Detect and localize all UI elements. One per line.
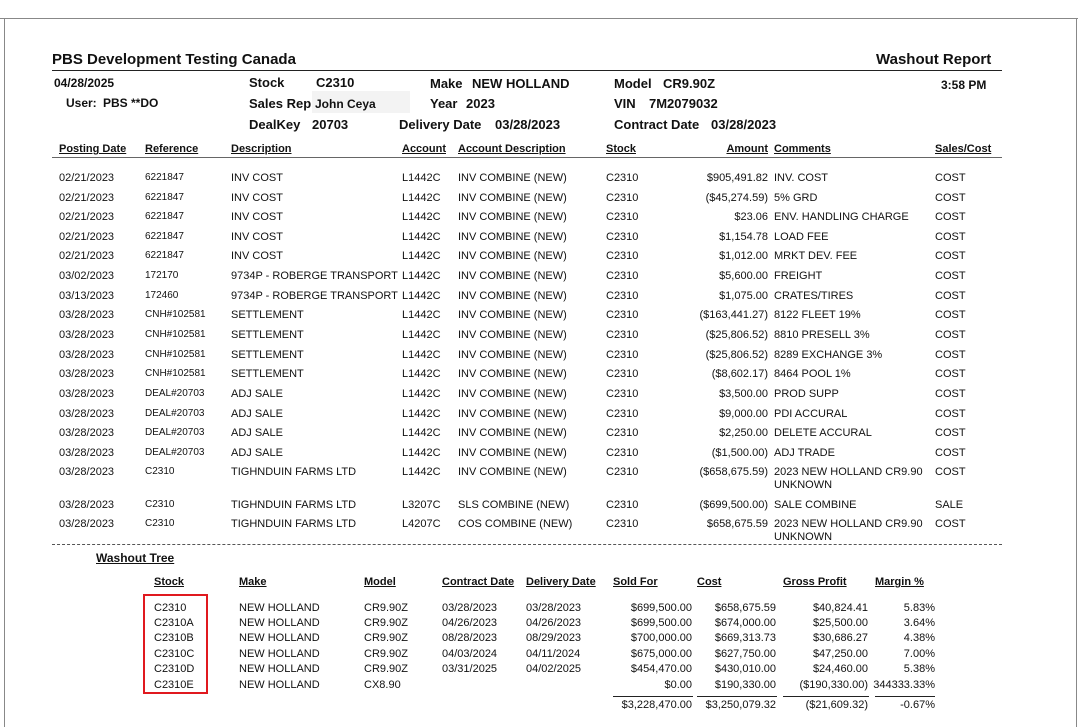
wt-cell-sold: $699,500.00 [630,617,692,629]
cell-acct-desc: INV COMBINE (NEW) [458,172,567,184]
totals-line-margin [875,696,935,697]
cell-amount: $2,250.00 [719,427,768,439]
model-label: Model [614,76,652,91]
cell-ref: DEAL#20703 [145,408,205,419]
totals-line-gp [783,696,869,697]
cell-comment: INV. COST [774,172,828,184]
col-account-description: Account Description [458,143,566,155]
cell-stock: C2310 [606,427,639,439]
wt-cell-delivery: 04/26/2023 [526,617,582,629]
cell-comment: 8122 FLEET 19% [774,309,861,321]
wt-cell-make: NEW HOLLAND [239,648,320,660]
cell-desc: 9734P - ROBERGE TRANSPORT [231,290,398,302]
cell-acct: L1442C [402,250,441,262]
cell-comment: PDI ACCURAL [774,408,848,420]
wt-col-delivery-date: Delivery Date [526,576,596,588]
report-time: 3:58 PM [941,78,987,92]
wt-cell-stock: C2310 [154,602,187,614]
cell-sc: COST [935,349,966,361]
wt-cell-cost: $190,330.00 [714,679,776,691]
wt-cell-margin: 5.38% [903,663,935,675]
cell-acct-desc: INV COMBINE (NEW) [458,270,567,282]
wt-cell-margin: 5.83% [903,602,935,614]
sales-rep-value: John Ceya [315,97,376,111]
cell-comment: MRKT DEV. FEE [774,250,858,262]
model-value: CR9.90Z [663,76,716,91]
cell-comment: 8289 EXCHANGE 3% [774,349,883,361]
cell-acct: L1442C [402,192,441,204]
cell-sc: COST [935,192,966,204]
cell-acct: L1442C [402,231,441,243]
wt-cell-margin: 7.00% [903,648,935,660]
cell-stock: C2310 [606,466,639,478]
wt-cell-model: CR9.90Z [364,602,409,614]
wt-col-make: Make [239,576,267,588]
cell-stock: C2310 [606,172,639,184]
cell-comment: LOAD FEE [774,231,829,243]
cell-ref: 6221847 [145,192,184,203]
dealkey-value: 20703 [312,117,349,132]
cell-stock: C2310 [606,231,639,243]
wt-cell-stock: C2310C [154,648,195,660]
cell-amount: ($1,500.00) [711,447,768,459]
cell-stock: C2310 [606,309,639,321]
cell-acct: L1442C [402,172,441,184]
wt-col-margin: Margin % [875,576,924,588]
cell-comment: CRATES/TIRES [774,290,854,302]
cell-sc: COST [935,518,966,530]
user-label: User: [66,96,97,110]
cell-ref: C2310 [145,518,175,529]
wt-col-model: Model [364,576,396,588]
cell-sc: COST [935,211,966,223]
cell-acct-desc: INV COMBINE (NEW) [458,408,567,420]
make-label: Make [430,76,463,91]
cell-date: 03/13/2023 [59,290,115,302]
cell-date: 03/28/2023 [59,427,115,439]
col-account: Account [402,143,446,155]
cell-acct-desc: COS COMBINE (NEW) [458,518,573,530]
cell-comment: 8810 PRESELL 3% [774,329,870,341]
stock-label: Stock [249,75,285,90]
col-description: Description [231,143,292,155]
cell-acct-desc: INV COMBINE (NEW) [458,231,567,243]
cell-sc: COST [935,427,966,439]
col-reference: Reference [145,143,199,155]
cell-stock: C2310 [606,388,639,400]
cell-date: 02/21/2023 [59,192,115,204]
wt-cell-gp: $24,460.00 [812,663,868,675]
cell-ref: CNH#102581 [145,368,206,379]
cell-acct: L1442C [402,211,441,223]
cell-acct: L1442C [402,447,441,459]
cell-sc: COST [935,231,966,243]
col-posting-date: Posting Date [59,143,127,155]
cell-stock: C2310 [606,270,639,282]
cell-sc: COST [935,447,966,459]
wt-cell-margin: 344333.33% [873,679,935,691]
page-border-left [4,18,5,727]
cell-desc: INV COST [231,192,283,204]
wt-cell-delivery: 04/11/2024 [526,648,581,660]
vin-label: VIN [614,96,636,111]
cell-amount: $5,600.00 [719,270,768,282]
cell-date: 02/21/2023 [59,211,115,223]
cell-amount: $658,675.59 [706,518,768,530]
cell-stock: C2310 [606,349,639,361]
cell-amount: ($658,675.59) [699,466,768,478]
cell-sc: COST [935,250,966,262]
header-divider [52,70,1002,71]
cell-date: 02/21/2023 [59,172,115,184]
cell-stock: C2310 [606,250,639,262]
cell-amount: $9,000.00 [719,408,768,420]
wt-cell-sold: $0.00 [664,679,692,691]
cell-acct: L1442C [402,290,441,302]
cell-ref: 6221847 [145,172,184,183]
cell-stock: C2310 [606,192,639,204]
wt-cell-contract: 03/28/2023 [442,602,498,614]
cell-date: 02/21/2023 [59,231,115,243]
cell-date: 03/28/2023 [59,447,115,459]
wt-cell-model: CX8.90 [364,679,401,691]
wt-cell-model: CR9.90Z [364,617,409,629]
cell-desc: INV COST [231,250,283,262]
cell-acct-desc: INV COMBINE (NEW) [458,349,567,361]
cell-desc: SETTLEMENT [231,309,304,321]
cell-amount: $1,154.78 [719,231,768,243]
cell-amount: $1,012.00 [719,250,768,262]
wt-cell-stock: C2310A [154,617,194,629]
cell-ref: 6221847 [145,250,184,261]
vin-value: 7M2079032 [649,96,718,111]
wt-cell-gp: $30,686.27 [812,632,868,644]
cell-ref: CNH#102581 [145,349,206,360]
cell-date: 03/28/2023 [59,408,115,420]
cell-acct-desc: INV COMBINE (NEW) [458,368,567,380]
totals-line-cost [697,696,777,697]
cell-ref: 172460 [145,290,179,301]
wt-col-stock: Stock [154,576,184,588]
cell-ref: 172170 [145,270,179,281]
cell-comment: 2023 NEW HOLLAND CR9.90 [774,518,923,530]
total-sold-for: $3,228,470.00 [621,699,692,711]
cell-stock: C2310 [606,368,639,380]
wt-cell-contract: 08/28/2023 [442,632,498,644]
wt-cell-gp: $40,824.41 [812,602,868,614]
cell-desc: SETTLEMENT [231,349,304,361]
cell-ref: CNH#102581 [145,309,206,320]
wt-cell-make: NEW HOLLAND [239,632,320,644]
cell-sc: COST [935,408,966,420]
cell-acct: L1442C [402,349,441,361]
cell-date: 03/28/2023 [59,499,115,511]
cell-date: 03/28/2023 [59,466,115,478]
wt-cell-cost: $658,675.59 [714,602,776,614]
cell-sc: COST [935,270,966,282]
cell-desc: TIGHNDUIN FARMS LTD [231,466,357,478]
wt-cell-stock: C2310E [154,679,194,691]
cell-date: 03/28/2023 [59,368,115,380]
cell-ref: DEAL#20703 [145,447,205,458]
cell-sc: COST [935,290,966,302]
wt-cell-gp: $25,500.00 [812,617,868,629]
wt-cell-delivery: 03/28/2023 [526,602,582,614]
cell-desc: ADJ SALE [231,388,283,400]
wt-cell-cost: $430,010.00 [714,663,776,675]
cell-amount: ($699,500.00) [699,499,768,511]
cell-sc: SALE [935,499,964,511]
wt-col-cost: Cost [697,576,722,588]
cell-ref: C2310 [145,499,175,510]
wt-cell-cost: $627,750.00 [714,648,776,660]
cell-acct-desc: INV COMBINE (NEW) [458,447,567,459]
cell-acct: L1442C [402,329,441,341]
cell-comment: DELETE ACCURAL [774,427,872,439]
wt-cell-make: NEW HOLLAND [239,679,320,691]
cell-date: 03/28/2023 [59,349,115,361]
wt-cell-sold: $699,500.00 [630,602,692,614]
cell-acct: L4207C [402,518,441,530]
cell-acct-desc: INV COMBINE (NEW) [458,466,567,478]
stock-value: C2310 [316,75,355,90]
cell-comment-line2: UNKNOWN [774,479,833,491]
cell-date: 03/28/2023 [59,309,115,321]
cell-acct-desc: INV COMBINE (NEW) [458,192,567,204]
cell-date: 03/02/2023 [59,270,115,282]
cell-acct: L1442C [402,270,441,282]
wt-cell-model: CR9.90Z [364,648,409,660]
highlight-box [143,594,208,694]
cell-amount: $1,075.00 [719,290,768,302]
cell-sc: COST [935,172,966,184]
cell-ref: 6221847 [145,231,184,242]
cell-desc: 9734P - ROBERGE TRANSPORT [231,270,398,282]
wt-col-contract-date: Contract Date [442,576,515,588]
cell-comment: SALE COMBINE [774,499,857,511]
cell-date: 02/21/2023 [59,250,115,262]
cell-date: 03/28/2023 [59,329,115,341]
contract-date-label: Contract Date [614,117,700,132]
user-value: PBS **DO [103,96,159,110]
cell-date: 03/28/2023 [59,518,115,530]
cell-sc: COST [935,466,966,478]
cell-stock: C2310 [606,499,639,511]
cell-comment: FREIGHT [774,270,823,282]
cell-desc: INV COST [231,231,283,243]
col-sales-cost: Sales/Cost [935,143,992,155]
wt-cell-cost: $674,000.00 [714,617,776,629]
cell-desc: ADJ SALE [231,447,283,459]
cell-comment: ENV. HANDLING CHARGE [774,211,909,223]
wt-cell-contract: 03/31/2025 [442,663,498,675]
wt-cell-stock: C2310D [154,663,195,675]
sales-rep-label: Sales Rep [249,96,312,111]
cell-stock: C2310 [606,290,639,302]
company-name: PBS Development Testing Canada [52,51,296,68]
wt-cell-delivery: 08/29/2023 [526,632,582,644]
cell-acct-desc: INV COMBINE (NEW) [458,427,567,439]
cell-acct-desc: INV COMBINE (NEW) [458,290,567,302]
cell-ref: 6221847 [145,211,184,222]
cell-sc: COST [935,329,966,341]
cell-stock: C2310 [606,408,639,420]
wt-cell-make: NEW HOLLAND [239,602,320,614]
cell-desc: INV COST [231,172,283,184]
wt-cell-sold: $675,000.00 [630,648,692,660]
cell-sc: COST [935,388,966,400]
total-cost: $3,250,079.32 [705,699,776,711]
cell-amount: ($45,274.59) [705,192,768,204]
cell-acct-desc: INV COMBINE (NEW) [458,309,567,321]
cell-desc: TIGHNDUIN FARMS LTD [231,499,357,511]
wt-cell-margin: 4.38% [903,632,935,644]
wt-cell-margin: 3.64% [903,617,935,629]
wt-cell-model: CR9.90Z [364,632,409,644]
cell-desc: ADJ SALE [231,427,283,439]
cell-stock: C2310 [606,329,639,341]
cell-ref: DEAL#20703 [145,388,205,399]
page-border-right [1076,18,1077,727]
col-comments: Comments [774,143,831,155]
cell-stock: C2310 [606,211,639,223]
wt-cell-gp: ($190,330.00) [799,679,868,691]
cell-acct-desc: INV COMBINE (NEW) [458,250,567,262]
wt-cell-gp: $47,250.00 [812,648,868,660]
cell-comment: 8464 POOL 1% [774,368,851,380]
cell-acct-desc: INV COMBINE (NEW) [458,329,567,341]
col-stock: Stock [606,143,636,155]
wt-cell-sold: $454,470.00 [630,663,692,675]
wt-cell-delivery: 04/02/2025 [526,663,582,675]
cell-acct-desc: INV COMBINE (NEW) [458,388,567,400]
wt-col-gross-profit: Gross Profit [783,576,847,588]
cell-acct: L3207C [402,499,441,511]
cell-stock: C2310 [606,518,639,530]
col-amount: Amount [726,143,768,155]
cell-amount: ($25,806.52) [705,349,768,361]
cell-amount: ($8,602.17) [711,368,768,380]
cell-date: 03/28/2023 [59,388,115,400]
delivery-date-label: Delivery Date [399,117,482,132]
section-divider [52,544,1002,545]
contract-date-value: 03/28/2023 [711,117,777,132]
page-border-top [0,18,1078,19]
cell-amount: $23.06 [734,211,768,223]
wt-cell-model: CR9.90Z [364,663,409,675]
cell-comment: 2023 NEW HOLLAND CR9.90 [774,466,923,478]
total-margin: -0.67% [900,699,935,711]
cell-ref: CNH#102581 [145,329,206,340]
cell-acct: L1442C [402,388,441,400]
cell-amount: $3,500.00 [719,388,768,400]
wt-cell-contract: 04/26/2023 [442,617,498,629]
cell-sc: COST [935,368,966,380]
wt-cell-cost: $669,313.73 [714,632,776,644]
wt-cell-sold: $700,000.00 [630,632,692,644]
washout-tree-title: Washout Tree [96,551,175,565]
delivery-date-value: 03/28/2023 [495,117,561,132]
cell-ref: C2310 [145,466,175,477]
cell-desc: SETTLEMENT [231,368,304,380]
cell-amount: ($25,806.52) [705,329,768,341]
cell-acct: L1442C [402,408,441,420]
cell-desc: TIGHNDUIN FARMS LTD [231,518,357,530]
cell-acct: L1442C [402,466,441,478]
cell-desc: INV COST [231,211,283,223]
wt-col-sold-for: Sold For [613,576,658,588]
cell-sc: COST [935,309,966,321]
cell-amount: ($163,441.27) [699,309,768,321]
cell-acct-desc: INV COMBINE (NEW) [458,211,567,223]
total-gross-profit: ($21,609.32) [805,699,868,711]
make-value: NEW HOLLAND [472,76,570,91]
cell-amount: $905,491.82 [706,172,768,184]
cell-desc: SETTLEMENT [231,329,304,341]
cell-acct: L1442C [402,368,441,380]
report-date: 04/28/2025 [54,76,115,90]
wt-cell-contract: 04/03/2024 [442,648,498,660]
year-label: Year [430,96,458,111]
year-value: 2023 [466,96,495,111]
report-title: Washout Report [876,51,992,68]
table-header-divider [52,157,1002,158]
wt-cell-make: NEW HOLLAND [239,617,320,629]
cell-comment-line2: UNKNOWN [774,531,833,543]
cell-desc: ADJ SALE [231,408,283,420]
cell-acct-desc: SLS COMBINE (NEW) [458,499,570,511]
cell-acct: L1442C [402,309,441,321]
dealkey-label: DealKey [249,117,301,132]
cell-acct: L1442C [402,427,441,439]
cell-comment: PROD SUPP [774,388,839,400]
cell-comment: 5% GRD [774,192,818,204]
totals-line-sold [613,696,693,697]
cell-ref: DEAL#20703 [145,427,205,438]
cell-comment: ADJ TRADE [774,447,835,459]
wt-cell-make: NEW HOLLAND [239,663,320,675]
cell-stock: C2310 [606,447,639,459]
wt-cell-stock: C2310B [154,632,194,644]
